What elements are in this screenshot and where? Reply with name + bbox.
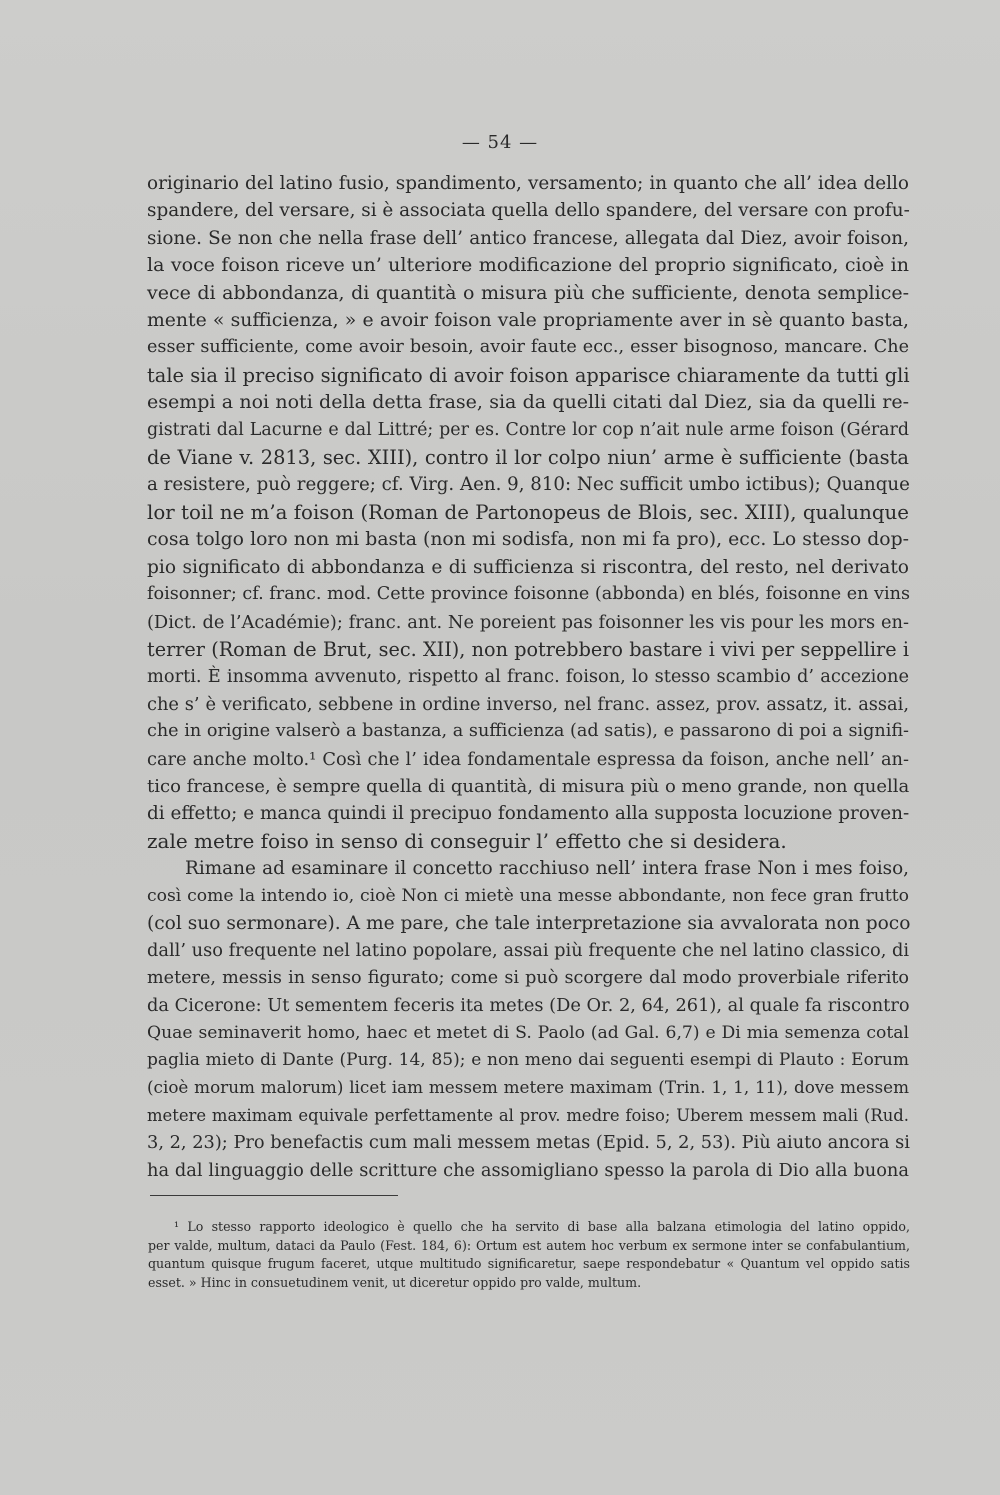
body-line: terrer (Roman de Brut, sec. XII), non potrebbero bastare i vivi per seppellire i xyxy=(147,637,909,661)
footnote-line: per valde, multum, dataci da Paulo (Fest. 184, 6): Ortum est autem hoc verbum ex sermone inter se confabulantium, xyxy=(148,1237,910,1253)
body-line: che in origine valserò a bastanza, a sufficienza (ad satis), e passarono di poi a signifi- xyxy=(147,721,909,742)
body-line: da Cicerone: Ut sementem feceris ita metes (De Or. 2, 64, 261), al quale fa riscontro xyxy=(147,995,910,1017)
body-line: lor toil ne m’a foison (Roman de Partonopeus de Blois, sec. XIII), qualunque xyxy=(147,500,909,524)
footnote xyxy=(148,1218,910,1292)
body-line: gistrati dal Lacurne e dal Littré; per es. Contre lor cop n’ait nule arme foison (Gérard xyxy=(147,419,909,440)
body-line: ha dal linguaggio delle scritture che assomigliano spesso la parola di Dio alla buona xyxy=(147,1159,909,1181)
body-line: tale sia il preciso significato di avoir foison apparisce chiaramente da tutti gli xyxy=(147,363,910,387)
body-line: mente « sufficienza, » e avoir foison vale propriamente aver in sè quanto basta, xyxy=(147,310,909,332)
body-line: di effetto; e manca quindi il precipuo fondamento alla supposta locuzione proven- xyxy=(147,803,910,825)
body-line: vece di abbondanza, di quantità o misura più che sufficiente, denota semplice- xyxy=(147,281,909,304)
footnote-line: ¹ Lo stesso rapporto ideologico è quello che ha servito di base alla balzana etimologia del latino oppido, xyxy=(174,1219,910,1234)
page-number: — 54 — xyxy=(461,132,539,153)
body-line: zale metre foiso in senso di conseguir l’ effetto che si desidera. xyxy=(147,828,787,853)
body-line: metere, messis in senso figurato; come si può scorgere dal modo proverbiale riferito xyxy=(147,967,909,988)
body-line: così come la intendo io, cioè Non ci mietè una messe abbondante, non fece gran frutto xyxy=(147,885,909,906)
body-text xyxy=(147,170,909,1184)
body-line: che s’ è verificato, sebbene in ordine inverso, nel franc. assez, prov. assatz, it. assai, xyxy=(147,693,909,715)
body-line: metere maximam equivale perfettamente al prov. medre foiso; Uberem messem mali (Rud. xyxy=(147,1105,909,1125)
body-line: care anche molto.¹ Così che l’ idea fondamentale espressa da foison, anche nell’ an- xyxy=(147,748,909,770)
body-line: (Dict. de l’Académie); franc. ant. Ne poreient pas foisonner les vis pour les mors en- xyxy=(147,611,909,633)
body-line: dall’ uso frequente nel latino popolare, assai più frequente che nel latino classico, di xyxy=(147,940,910,962)
body-line: (col suo sermonare). A me pare, che tale interpretazione sia avvalorata non poco xyxy=(147,912,911,934)
body-line: Rimane ad esaminare il concetto racchiuso nell’ intera frase Non i mes foiso, xyxy=(185,858,909,880)
body-line: sione. Se non che nella frase dell’ antico francese, allegata dal Diez, avoir foison, xyxy=(147,227,909,249)
body-line: Quae seminaverit homo, haec et metet di S. Paolo (ad Gal. 6,7) e Di mia semenza cotal xyxy=(147,1022,909,1043)
body-line: spandere, del versare, si è associata quella dello spandere, del versare con profu- xyxy=(147,200,910,222)
body-line: (cioè morum malorum) licet iam messem metere maximam (Trin. 1, 1, 11), dove messem xyxy=(147,1077,909,1098)
body-line: foisonner; cf. franc. mod. Cette province foisonne (abbonda) en blés, foisonne en vins xyxy=(147,584,910,605)
body-line: esempi a noi noti della detta frase, sia da quelli citati dal Diez, sia da quelli re- xyxy=(147,391,909,414)
body-line: pio significato di abbondanza e di sufficienza si riscontra, del resto, nel derivato xyxy=(147,556,909,578)
footnote-line: esset. » Hinc in consuetudinem venit, ut diceretur oppido pro valde, multum. xyxy=(148,1274,642,1290)
body-line: paglia mieto di Dante (Purg. 14, 85); e non meno dai seguenti esempi di Plauto : Eorum xyxy=(147,1050,909,1070)
body-line: de Viane v. 2813, sec. XIII), contro il lor colpo niun’ arme è sufficiente (basta xyxy=(147,446,909,470)
body-line: 3, 2, 23); Pro benefactis cum mali messem metas (Epid. 5, 2, 53). Più aiuto ancora si xyxy=(147,1132,910,1154)
body-line: originario del latino fusio, spandimento, versamento; in quanto che all’ idea dello xyxy=(147,173,909,194)
body-line: morti. È insomma avvenuto, rispetto al franc. foison, lo stesso scambio d’ accezione xyxy=(147,666,909,688)
footnote-line: quantum quisque frugum faceret, utque multitudo significaretur, saepe respondebatur « Quantum vel oppido satis xyxy=(148,1256,910,1271)
body-line: cosa tolgo loro non mi basta (non mi sodisfa, non mi fa pro), ecc. Lo stesso dop- xyxy=(147,529,909,551)
body-line: a resistere, può reggere; cf. Virg. Aen. 9, 810: Nec sufficit umbo ictibus); Quanque xyxy=(147,474,910,496)
body-line: esser sufficiente, come avoir besoin, avoir faute ecc., esser bisognoso, mancare. Che xyxy=(147,337,909,358)
body-line: tico francese, è sempre quella di quantità, di misura più o meno grande, non quella xyxy=(147,775,910,797)
footnote-divider xyxy=(150,1195,398,1196)
body-line: la voce foison riceve un’ ulteriore modificazione del proprio significato, cioè in xyxy=(147,254,909,277)
